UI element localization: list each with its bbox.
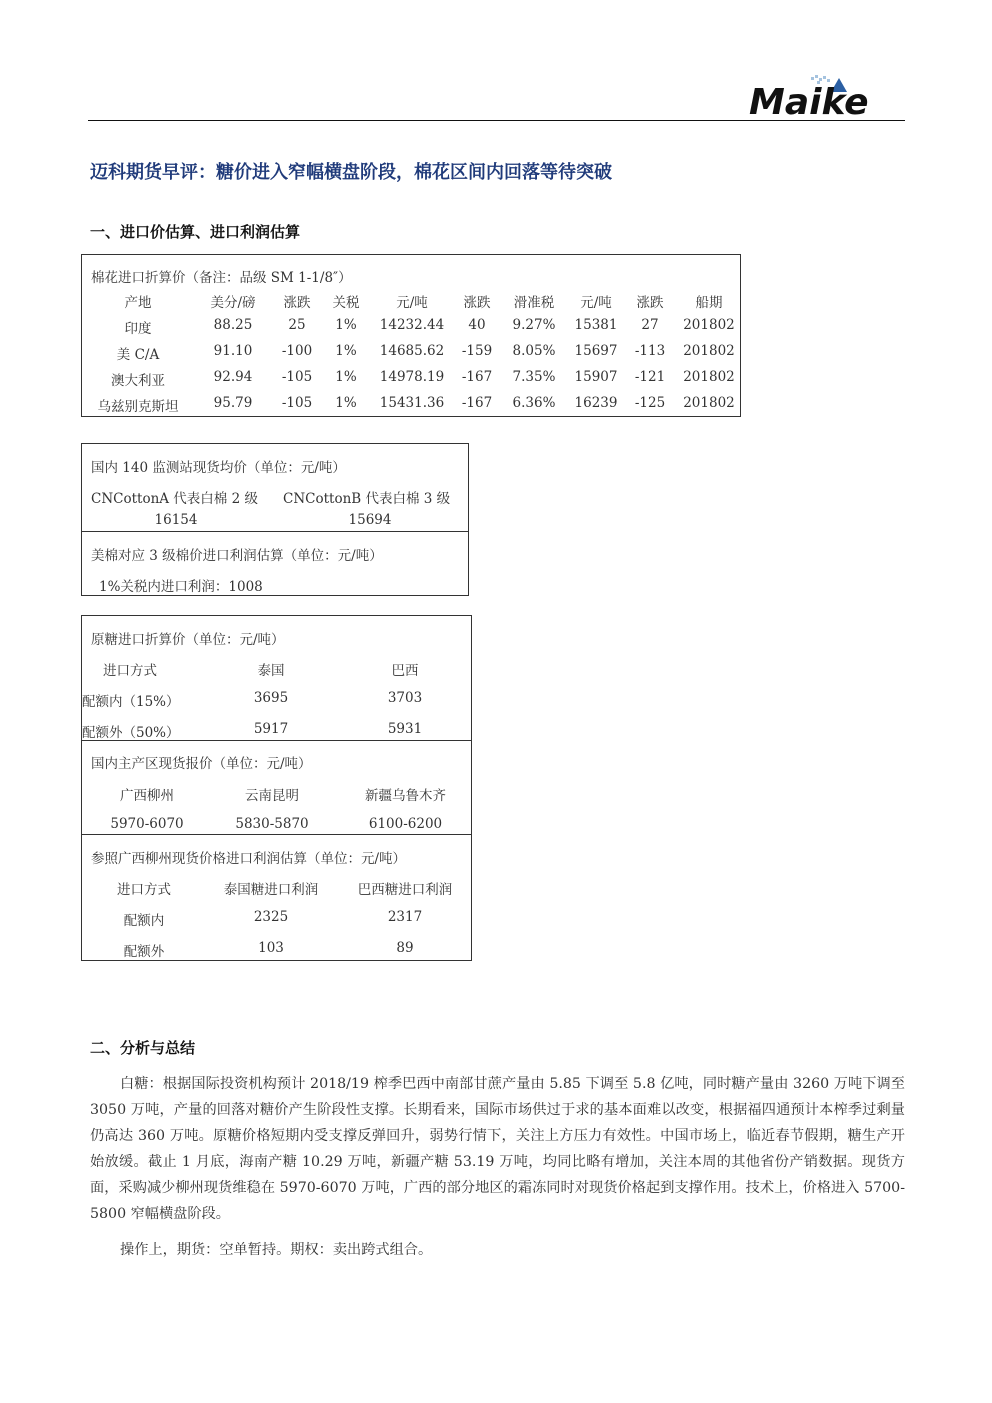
cotton-row-cell: 25 (288, 317, 306, 333)
cotton-row-cell: 14685.62 (379, 343, 445, 359)
cotton-header-cell: 元/吨 (580, 295, 612, 311)
cotton-row-cell: 6.36% (512, 395, 556, 411)
sugar-profit-header-cell: 巴西糖进口利润 (357, 882, 453, 898)
row-divider (82, 740, 471, 741)
sugar-profit-caption: 参照广西柳州现货价格进口利润估算（单位：元/吨） (91, 851, 407, 867)
cotton-row-cell: 27 (641, 317, 659, 333)
cotton-row-cell: 15381 (574, 317, 618, 333)
cotton-row-cell: 88.25 (213, 317, 253, 333)
cotton-header-cell: 关税 (332, 295, 360, 311)
analysis-paragraph-1: 白糖：根据国际投资机构预计 2018/19 榨季巴西中南部甘蔗产量由 5.85 下调至 5.8 亿吨，同时糖产量由 3260 万吨下调至 3050 万吨，产量的回落对糖价产生阶段性支撑。长期看来，国际市场供过于求的基本面难以改变，根据福四通预计本榨季过剩量仍高达 360 万吨。原糖价格短期内受支撑反弹回升，弱势行情下，关注上方压力有效性。中国市场上，临近春节假期，糖生产开始放缓。截止 1 月底，海南产糖 10.29 万吨，新疆产糖 53.19 万吨，均同比略有增加，关注本周的其他省份产销数据。现货方面，采购减少柳州现货维稳在 5970-6070 万吨，广西的部分地区的霜冻同时对现货价格起到支撑作用。技术上，价格进入 5700-5800 窄幅横盘阶段。 (90, 1076, 905, 1222)
cotton-header-cell: 涨跌 (463, 295, 491, 311)
page-title: 迈科期货早评：糖价进入窄幅横盘阶段，棉花区间内回落等待突破 (90, 162, 612, 183)
cotton-row-cell: 201802 (683, 343, 735, 359)
sugar-box (81, 615, 472, 961)
cotton-row-cell: 40 (468, 317, 486, 333)
cotton-import-table (81, 254, 741, 417)
cotton-row-cell: -100 (281, 343, 313, 359)
cotton-row-cell: 95.79 (213, 395, 253, 411)
cotton-row-cell: 1% (335, 343, 357, 359)
sugar-profit-header-cell: 进口方式 (117, 882, 171, 898)
cotton-row-cell: 1% (335, 395, 357, 411)
cotton-row-cell: -105 (281, 369, 313, 385)
domestic-cotton-box (81, 443, 469, 596)
section2-heading: 二、分析与总结 (90, 1039, 196, 1057)
cotton-row-cell: 15431.36 (379, 395, 445, 411)
cotton-row-cell: 201802 (683, 369, 735, 385)
cotton-row-cell: -167 (461, 369, 493, 385)
cncotton-a-value: 16154 (154, 512, 198, 528)
cotton-header-cell: 涨跌 (636, 295, 664, 311)
row-divider (82, 531, 468, 532)
domestic-cotton-caption: 国内 140 监测站现货均价（单位：元/吨） (91, 460, 346, 476)
cotton-row-cell: 澳大利亚 (111, 373, 165, 389)
cotton-row-cell: -125 (634, 395, 666, 411)
price-0: 5970-6070 (110, 816, 184, 832)
cncotton-b-value: 15694 (348, 512, 392, 528)
price-1: 5830-5870 (235, 816, 309, 832)
sugar-profit-row-cell: 89 (396, 940, 414, 956)
sugar-import-row-cell: 5917 (253, 721, 289, 737)
cotton-row-cell: 14978.19 (379, 369, 445, 385)
sugar-import-header-cell: 泰国 (257, 663, 285, 679)
analysis-text (90, 1071, 905, 1263)
cotton-row-cell: -159 (461, 343, 493, 359)
section1-heading: 一、进口价估算、进口利润估算 (90, 223, 301, 241)
region-0: 广西柳州 (120, 788, 174, 804)
cotton-row-cell: -121 (634, 369, 666, 385)
cotton-row-cell: 91.10 (213, 343, 253, 359)
sugar-import-row-cell: 配额外（50%） (82, 725, 180, 741)
sugar-import-caption: 原糖进口折算价（单位：元/吨） (91, 632, 285, 648)
cotton-row-cell: 9.27% (512, 317, 556, 333)
sugar-profit-row-cell: 103 (258, 940, 284, 956)
cotton-row-cell: 乌兹别克斯坦 (97, 399, 179, 415)
cotton-row-cell: 1% (335, 369, 357, 385)
cncotton-b-label: CNCottonB 代表白棉 3 级 (283, 491, 451, 507)
logo-text: Maike (749, 82, 869, 120)
cotton-row-cell: -105 (281, 395, 313, 411)
cotton-row-cell: 201802 (683, 395, 735, 411)
cotton-row-cell: 201802 (683, 317, 735, 333)
cotton-row-cell: 14232.44 (379, 317, 445, 333)
cotton-row-cell: 7.35% (512, 369, 556, 385)
cotton-row-cell: -113 (634, 343, 666, 359)
sugar-profit-row-cell: 2325 (253, 909, 289, 925)
sugar-import-header-cell: 进口方式 (103, 663, 157, 679)
cncotton-a-label: CNCottonA 代表白棉 2 级 (91, 491, 258, 507)
analysis-paragraph-2: 操作上，期货：空单暂持。期权：卖出跨式组合。 (120, 1242, 433, 1258)
cotton-header-cell: 美分/磅 (210, 295, 256, 311)
cotton-row-cell: 92.94 (213, 369, 253, 385)
cotton-header-cell: 船期 (695, 295, 723, 311)
cotton-row-cell: 1% (335, 317, 357, 333)
sugar-profit-row-cell: 配额外 (123, 944, 165, 960)
cotton-caption: 棉花进口折算价（备注：品级 SM 1-1/8″） (91, 270, 352, 286)
maike-logo (747, 74, 887, 120)
header-divider (88, 120, 905, 121)
profit-caption: 美棉对应 3 级棉价进口利润估算（单位：元/吨） (91, 548, 383, 564)
cotton-row-cell: 15697 (574, 343, 618, 359)
sugar-import-row-cell: 配额内（15%） (82, 694, 180, 710)
cotton-row-cell: -167 (461, 395, 493, 411)
cotton-row-cell: 15907 (574, 369, 618, 385)
cotton-header-cell: 产地 (124, 295, 152, 311)
cotton-row-cell: 8.05% (512, 343, 556, 359)
sugar-profit-row-cell: 2317 (387, 909, 423, 925)
profit-text: 1%关税内进口利润：1008 (99, 579, 263, 595)
cotton-header-cell: 滑准税 (513, 295, 555, 311)
region-1: 云南昆明 (245, 788, 299, 804)
sugar-spot-caption: 国内主产区现货报价（单位：元/吨） (91, 756, 312, 772)
cotton-row-cell: 美 C/A (116, 347, 160, 363)
cotton-header-cell: 涨跌 (283, 295, 311, 311)
price-2: 6100-6200 (368, 816, 443, 832)
cotton-row-cell: 印度 (124, 321, 152, 337)
sugar-import-header-cell: 巴西 (391, 663, 419, 679)
sugar-import-row-cell: 3695 (253, 690, 289, 706)
sugar-import-row-cell: 5931 (387, 721, 423, 737)
cotton-header-cell: 元/吨 (396, 295, 428, 311)
sugar-profit-row-cell: 配额内 (123, 913, 165, 929)
sugar-profit-header-cell: 泰国糖进口利润 (223, 882, 319, 898)
row-divider (82, 834, 471, 835)
cotton-row-cell: 16239 (574, 395, 618, 411)
sugar-import-row-cell: 3703 (387, 690, 423, 706)
region-2: 新疆乌鲁木齐 (365, 788, 446, 804)
